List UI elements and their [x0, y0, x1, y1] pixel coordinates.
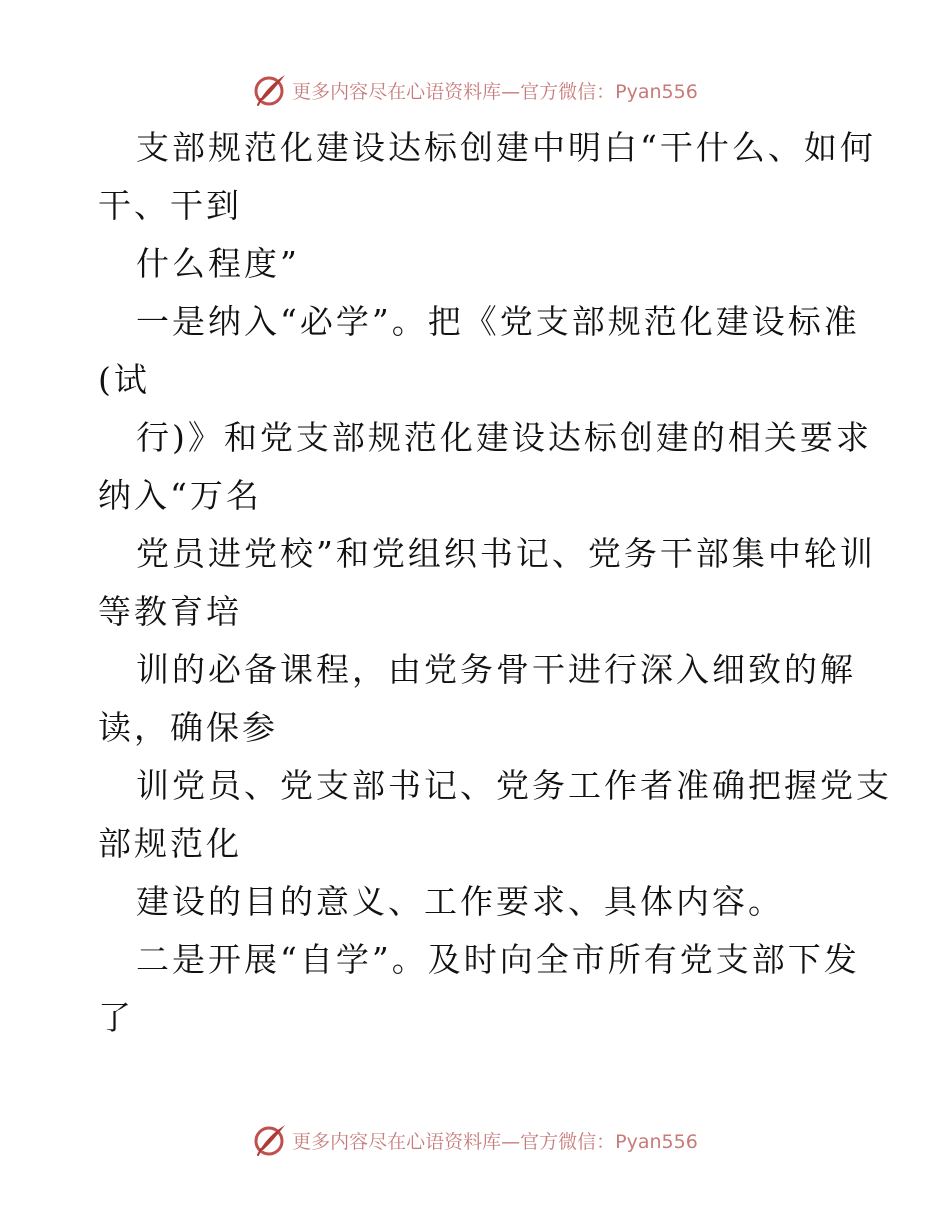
text-line: (试 — [98, 360, 150, 399]
text-line: 训党员、党支部书记、党务工作者准确把握党支 — [136, 766, 892, 805]
text-line: 干、干到 — [98, 186, 242, 225]
watermark-label: 更多内容尽在心语资料库—官方微信： — [292, 1130, 616, 1153]
watermark-text — [292, 77, 698, 104]
quill-pen-logo-icon — [252, 1122, 288, 1158]
text-line: 支部规范化建设达标创建中明白“干什么、如何 — [136, 128, 876, 167]
header-watermark — [0, 70, 950, 110]
watermark-wechat-id: Pyan556 — [615, 1130, 698, 1153]
text-line: 训的必备课程，由党务骨干进行深入细致的解 — [136, 650, 856, 689]
text-line: 建设的目的意义、工作要求、具体内容。 — [136, 882, 784, 921]
text-line: 纳入“万名 — [98, 476, 262, 515]
text-line: 一是纳入“必学”。把《党支部规范化建设标准 — [136, 302, 860, 341]
text-line: 党员进党校”和党组织书记、党务干部集中轮训 — [136, 534, 876, 573]
text-line: 什么程度” — [136, 244, 300, 283]
watermark-text — [292, 1127, 698, 1154]
footer-watermark — [0, 1120, 950, 1160]
watermark-label: 更多内容尽在心语资料库—官方微信： — [292, 80, 616, 103]
quill-pen-logo-icon — [252, 72, 288, 108]
text-line: 部规范化 — [98, 824, 242, 863]
text-line: 读，确保参 — [98, 708, 278, 747]
text-line: 等教育培 — [98, 592, 242, 631]
watermark-wechat-id: Pyan556 — [615, 80, 698, 103]
text-line: 二是开展“自学”。及时向全市所有党支部下发 — [136, 940, 860, 979]
text-line: 行)》和党支部规范化建设达标创建的相关要求 — [136, 418, 872, 457]
text-line: 了 — [98, 998, 134, 1037]
